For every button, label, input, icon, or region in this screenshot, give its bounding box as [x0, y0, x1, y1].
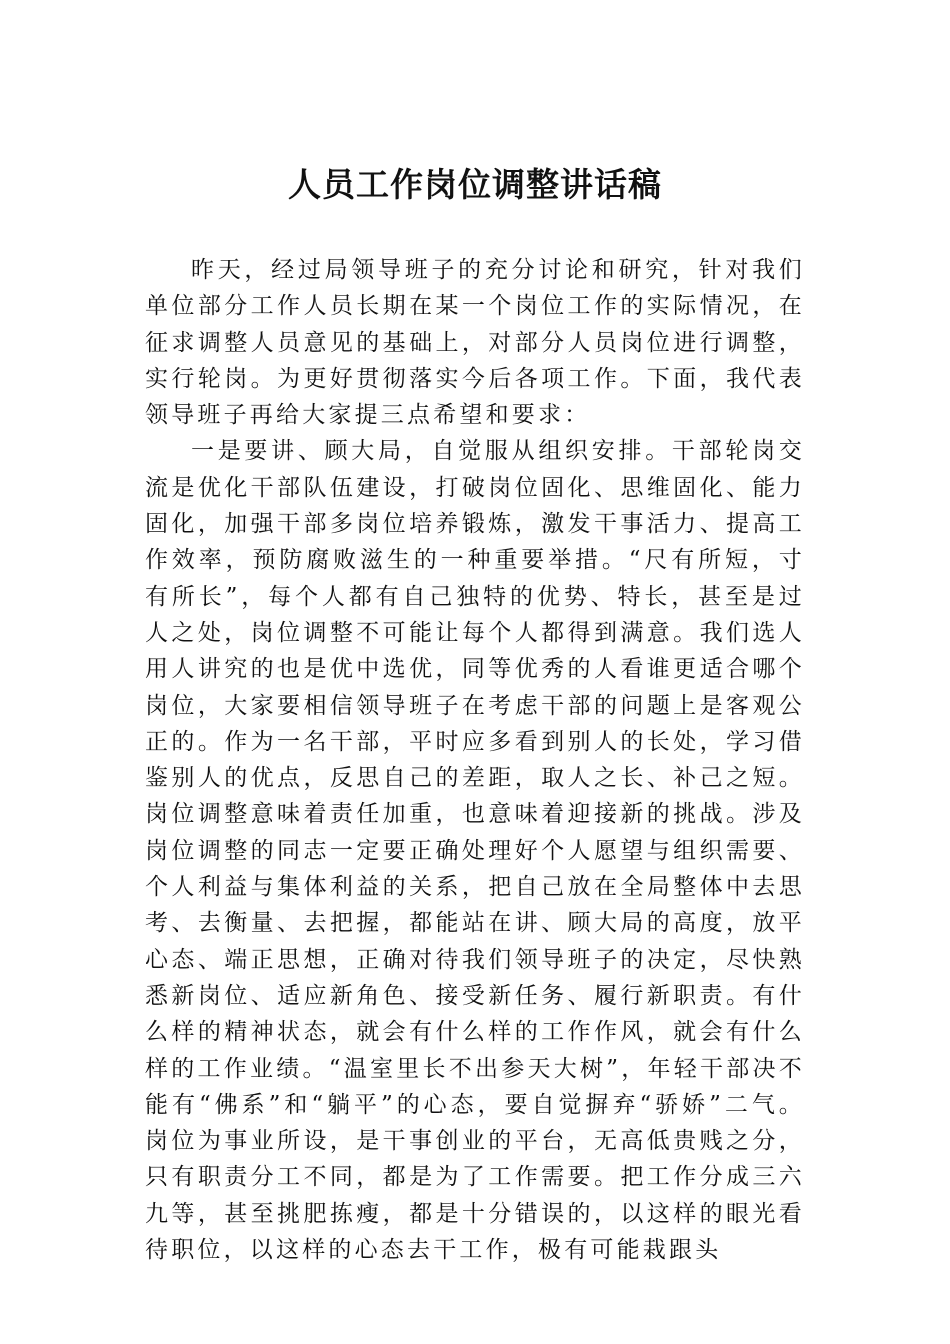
- document-title: 人员工作岗位调整讲话稿: [288, 165, 662, 204]
- paragraph-point-one: 一是要讲、顾大局，自觉服从组织安排。干部轮岗交流是优化干部队伍建设，打破岗位固化、思维固化、能力固化，加强干部多岗位培养锻炼，激发干事活力、提高工作效率，预防腐败滋生的一种重要举措。“尺有所短，寸有所长”，每个人都有自己独特的优势、特长，甚至是过人之处，岗位调整不可能让每个人都得到满意。我们选人用人讲究的也是优中选优，同等优秀的人看谁更适合哪个岗位，大家要相信领导班子在考虑干部的问题上是客观公正的。作为一名干部，平时应多看到别人的长处，学习借鉴别人的优点，反思自己的差距，取人之长、补己之短。岗位调整意味着责任加重，也意味着迎接新的挑战。涉及岗位调整的同志一定要正确处理好个人愿望与组织需要、个人利益与集体利益的关系，把自己放在全局整体中去思考、去衡量、去把握，都能站在讲、顾大局的高度，放平心态、端正思想，正确对待我们领导班子的决定，尽快熟悉新岗位、适应新角色、接受新任务、履行新职责。有什么样的精神状态，就会有什么样的工作作风，就会有什么样的工作业绩。“温室里长不出参天大树”，年轻干部决不能有“佛系”和“躺平”的心态，要自觉摒弃“骄娇”二气。岗位为事业所设，是干事创业的平台，无高低贵贱之分，只有职责分工不同，都是为了工作需要。把工作分成三六九等，甚至挑肥拣瘦，都是十分错误的，以这样的眼光看待职位，以这样的心态去干工作，极有可能栽跟头: [145, 438, 805, 1264]
- document-body: [145, 252, 805, 1268]
- paragraph-intro: 昨天，经过局领导班子的充分讨论和研究，针对我们单位部分工作人员长期在某一个岗位工作的实际情况，在征求调整人员意见的基础上，对部分人员岗位进行调整，实行轮岗。为更好贯彻落实今后各项工作。下面，我代表领导班子再给大家提三点希望和要求：: [145, 257, 805, 429]
